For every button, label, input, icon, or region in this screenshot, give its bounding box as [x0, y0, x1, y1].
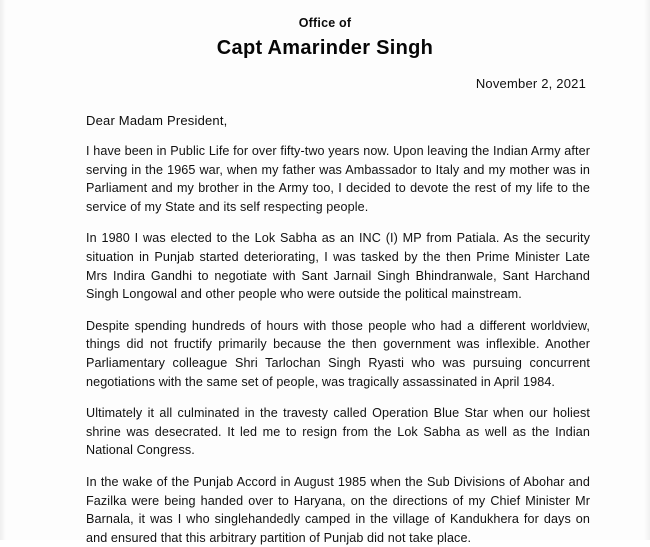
letter-paragraph: Ultimately it all culminated in the travesty called Operation Blue Star when our holiest shrine was desecrated. It led me to resign from the Lok Sabha as well as the Indian National Congress. — [86, 406, 590, 458]
letterhead-office-label: Office of — [298, 16, 352, 30]
letter-date: November 2, 2021 — [475, 76, 586, 91]
letter-body — [58, 142, 592, 547]
page-right-edge-shading — [644, 0, 650, 540]
letter-salutation: Dear Madam President, — [86, 113, 228, 128]
letter-paragraph: In 1980 I was elected to the Lok Sabha as an INC (I) MP from Patiala. As the security situation in Punjab started deteriorating, I was tasked by the then Prime Minister Late Mrs Indira Gandhi to negotiate with Sant Jarnail Singh Bhindranwale, Sant Harchand Singh Longowal and other people who were outside the political mainstream. — [86, 231, 590, 302]
letterhead-name: Capt Amarinder Singh — [216, 37, 434, 59]
page-left-edge-shading — [0, 0, 6, 540]
letter-paragraph: In the wake of the Punjab Accord in August 1985 when the Sub Divisions of Abohar and Fazilka were being handed over to Haryana, on the directions of my Chief Minister Mr Barnala, it was I who singlehandedly camped in the village of Kandukhera for days on and ensured that this arbitrary partition of Punjab did not take place. — [86, 474, 590, 545]
letter-paragraph: Despite spending hundreds of hours with those people who had a different worldview, things did not fructify primarily because the then government was inflexible. Another Parliamentary colleague Shri Tarlochan Singh Ryasti who was pursuing concurrent negotiations with the same set of people, was tragically assassinated in April 1984. — [86, 318, 590, 389]
letterhead — [58, 16, 592, 60]
letter-paragraph: I have been in Public Life for over fifty-two years now. Upon leaving the Indian Army after serving in the 1965 war, when my father was Ambassador to Italy and my mother was in Parliament and my brother in the Army too, I decided to devote the rest of my life to the service of my State and its self respecting people. — [86, 144, 590, 214]
